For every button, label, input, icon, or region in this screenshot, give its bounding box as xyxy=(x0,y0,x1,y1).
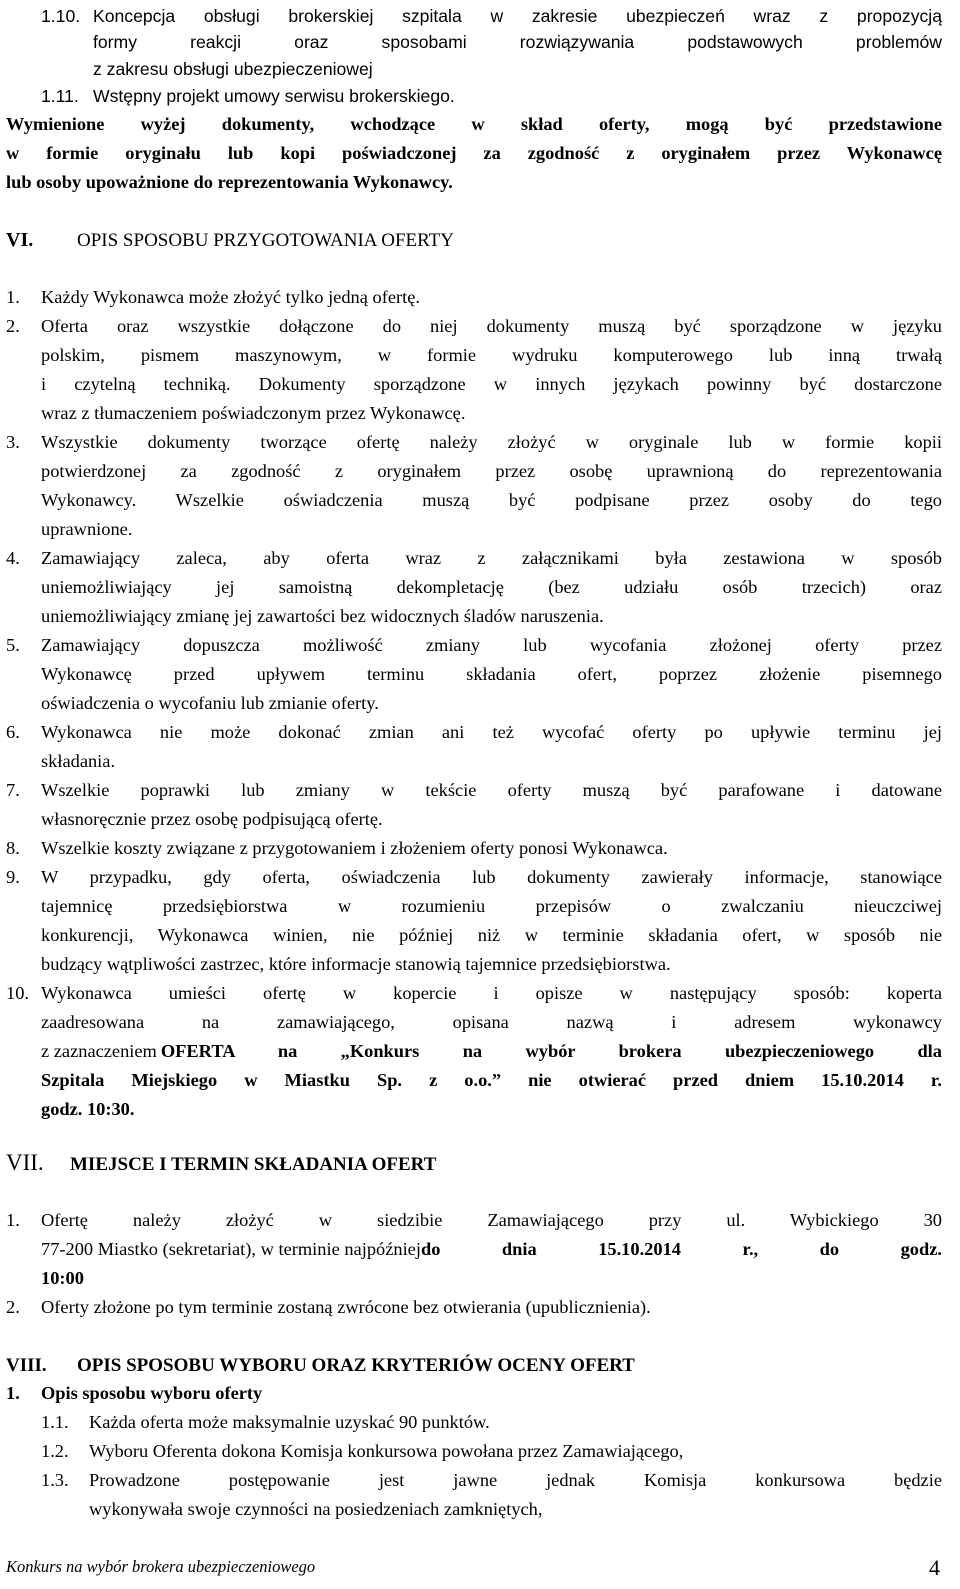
item-text: Wstępny projekt umowy serwisu brokerskiego. xyxy=(93,86,455,106)
list-item-line: Wykonawca nie może dokonać zmian ani też wycofać oferty po upływie terminu jej xyxy=(41,722,942,742)
footer-text: Konkurs na wybór brokera ubezpieczeniowego xyxy=(6,1557,316,1576)
list-number: 1. xyxy=(6,287,20,307)
list-item-line: Wyboru Oferenta dokona Komisja konkursowa powołana przez Zamawiającego, xyxy=(89,1441,684,1461)
list-item-line: Każda oferta może maksymalnie uzyskać 90 punktów. xyxy=(89,1412,490,1432)
item-text-line: Koncepcja obsługi brokerskiej szpitala w zakresie ubezpieczeń wraz z propozycją xyxy=(93,6,942,26)
item-text-line: formy reakcji oraz sposobami rozwiązywania podstawowych problemów xyxy=(93,32,942,52)
subsection-number: 1. xyxy=(6,1383,20,1403)
list-item-line: polskim, pismem maszynowym, w formie wydruku komputerowego lub inną trwałą xyxy=(41,345,942,365)
line-prefix: z zaznaczeniem xyxy=(41,1041,157,1061)
list-number: 3. xyxy=(6,432,20,452)
list-item-line: Wszelkie koszty związane z przygotowaniem i złożeniem oferty ponosi Wykonawca. xyxy=(41,838,668,858)
list-item-line: Ofertę należy złożyć w siedzibie Zamawiającego przy ul. Wybickiego 30 xyxy=(41,1210,942,1230)
page-number: 4 xyxy=(929,1555,940,1580)
list-item-line: i czytelną techniką. Dokumenty sporządzone w innych językach powinny być dostarczone xyxy=(41,374,942,394)
list-item-line: potwierdzonej za zgodność z oryginałem przez osobę uprawnioną do reprezentowania xyxy=(41,461,942,481)
list-item-line-bold: godz. 10:30. xyxy=(41,1099,135,1119)
list-item-line: konkurencji, Wykonawca winien, nie później niż w terminie składania ofert, w sposób nie xyxy=(41,925,942,945)
section-number: VII. xyxy=(6,1150,44,1175)
list-item-line: uniemożliwiający zmianę jej zawartości bez widocznych śladów naruszenia. xyxy=(41,606,604,626)
list-number: 5. xyxy=(6,635,20,655)
list-item-line: W przypadku, gdy oferta, oświadczenia lub dokumenty zawierały informacje, stanowiące xyxy=(41,867,942,887)
section-title: MIEJSCE I TERMIN SKŁADANIA OFERT xyxy=(70,1154,437,1175)
list-number: 9. xyxy=(6,867,20,887)
list-item-line: własnoręcznie przez osobę podpisującą ofertę. xyxy=(41,809,383,829)
paragraph-line: Wymienione wyżej dokumenty, wchodzące w skład oferty, mogą być przedstawione xyxy=(6,114,942,134)
list-number: 1.3. xyxy=(41,1470,69,1490)
list-item-line: Każdy Wykonawca może złożyć tylko jedną ofertę. xyxy=(41,287,420,307)
list-item-line xyxy=(41,1239,942,1260)
list-item-line: budzący wątpliwości zastrzec, które informacje stanowią tajemnice przedsiębiorstwa. xyxy=(41,954,671,974)
line-prefix: 77-200 Miastko (sekretariat), w terminie najpóźniej xyxy=(41,1239,421,1259)
list-number: 1.2. xyxy=(41,1441,69,1461)
line-bold: OFERTA na „Konkurs na wybór brokera ubezpieczeniowego dla xyxy=(160,1041,942,1061)
list-number: 1. xyxy=(6,1210,20,1230)
list-item-line: Wykonawcę przed upływem terminu składania ofert, poprzez złożenie pisemnego xyxy=(41,664,942,684)
item-number: 1.10. xyxy=(41,6,81,26)
list-item-line: uniemożliwiający jej samoistną dekompletację (bez udziału osób trzecich) oraz xyxy=(41,577,942,597)
list-item-line: Zamawiający dopuszcza możliwość zmiany lub wycofania złożonej oferty przez xyxy=(41,635,942,655)
subsection-title: Opis sposobu wyboru oferty xyxy=(41,1383,263,1403)
list-number: 2. xyxy=(6,1297,20,1317)
list-item-line: uprawnione. xyxy=(41,519,133,539)
section-number: VIII. xyxy=(6,1355,47,1376)
list-item-line: Wszystkie dokumenty tworzące ofertę należy złożyć w oryginale lub w formie kopii xyxy=(41,432,942,452)
paragraph-line: lub osoby upoważnione do reprezentowania Wykonawcy. xyxy=(6,172,453,192)
list-number: 6. xyxy=(6,722,20,742)
list-number: 10. xyxy=(6,983,29,1003)
list-item-line xyxy=(41,1041,942,1062)
section-title: OPIS SPOSOBU WYBORU ORAZ KRYTERIÓW OCENY OFERT xyxy=(77,1355,635,1376)
list-item-line: Wykonawca umieści ofertę w kopercie i opisze w następujący sposób: koperta xyxy=(41,983,942,1003)
list-number: 8. xyxy=(6,838,20,858)
list-item-line: Prowadzone postępowanie jest jawne jednak Komisja konkursowa będzie xyxy=(89,1470,942,1490)
list-item-line-bold: Szpitala Miejskiego w Miastku Sp. z o.o.” nie otwierać przed dniem 15.10.2014 r. xyxy=(41,1070,942,1090)
list-item-line: Oferty złożone po tym terminie zostaną zwrócone bez otwierania (upublicznienia). xyxy=(41,1297,651,1317)
section-number: VI. xyxy=(6,229,34,251)
item-number: 1.11. xyxy=(41,86,79,106)
line-bold: do dnia 15.10.2014 r., do godz. xyxy=(420,1239,942,1259)
list-item-line: Wykonawcy. Wszelkie oświadczenia muszą być podpisane przez osoby do tego xyxy=(41,490,942,510)
list-item-line-bold: 10:00 xyxy=(41,1268,84,1288)
list-number: 1.1. xyxy=(41,1412,69,1432)
list-item-line: zaadresowana na zamawiającego, opisana nazwą i adresem wykonawcy xyxy=(41,1012,942,1032)
list-item-line: wykonywała swoje czynności na posiedzeniach zamkniętych, xyxy=(89,1499,543,1519)
list-item-line: składania. xyxy=(41,751,116,771)
list-number: 7. xyxy=(6,780,20,800)
list-item-line: oświadczenia o wycofaniu lub zmianie oferty. xyxy=(41,693,379,713)
item-text-line: z zakresu obsługi ubezpieczeniowej xyxy=(93,59,373,79)
list-item-line: Oferta oraz wszystkie dołączone do niej dokumenty muszą być sporządzone w języku xyxy=(41,316,942,336)
section-title: OPIS SPOSOBU PRZYGOTOWANIA OFERTY xyxy=(77,230,454,251)
list-number: 4. xyxy=(6,548,20,568)
list-item-line: wraz z tłumaczeniem poświadczonym przez Wykonawcę. xyxy=(41,403,466,423)
list-item-line: Zamawiający zaleca, aby oferta wraz z załącznikami była zestawiona w sposób xyxy=(41,548,942,568)
paragraph-line: w formie oryginału lub kopi poświadczonej za zgodność z oryginałem przez Wykonawcę xyxy=(6,143,942,163)
list-number: 2. xyxy=(6,316,20,336)
list-item-line: Wszelkie poprawki lub zmiany w tekście oferty muszą być parafowane i datowane xyxy=(41,780,942,800)
list-item-line: tajemnicę przedsiębiorstwa w rozumieniu przepisów o zwalczaniu nieuczciwej xyxy=(41,896,942,916)
